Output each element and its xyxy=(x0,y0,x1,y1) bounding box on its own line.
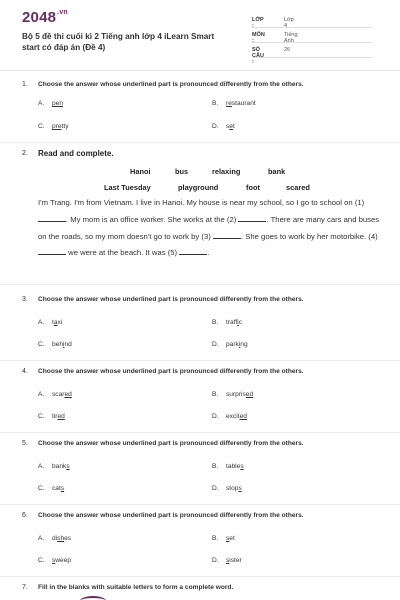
option-d[interactable]: D. excited xyxy=(212,413,247,420)
question-text: Choose the answer whose underlined part is pronounced differently from the others. xyxy=(38,296,304,303)
question-number: 5. xyxy=(22,440,28,447)
question-divider xyxy=(0,360,400,361)
question-text: Choose the answer whose underlined part is pronounced differently from the others. xyxy=(38,368,304,375)
question-divider xyxy=(0,576,400,577)
meta-divider xyxy=(252,42,372,43)
meta-divider xyxy=(252,57,372,58)
question-number: 3. xyxy=(22,296,28,303)
option-c[interactable]: C. tired xyxy=(38,413,65,420)
question-text: Choose the answer whose underlined part is pronounced differently from the others. xyxy=(38,440,304,447)
option-d[interactable]: D. parking xyxy=(212,341,248,348)
word-bank-item: Hanoi xyxy=(130,167,151,176)
blank-2[interactable] xyxy=(238,214,266,222)
question-divider xyxy=(0,432,400,433)
word-bank-item: relaxing xyxy=(212,167,241,176)
option-d[interactable]: D. set xyxy=(212,123,235,130)
reading-passage: I'm Trang. I'm from Vietnam. I live in Hanoi. My house is near my school, so I go to school on (1) . My mom is an office worker. She works at the (2) . There are many cars and buses on the roads, so my mom doesn't go to work by (3) . She goes to work by her motorbike. (4) we were at the beach. It was (5) . xyxy=(38,198,380,258)
option-d[interactable]: D. sister xyxy=(212,557,242,564)
word-bank-item: Last Tuesday xyxy=(104,183,151,192)
option-c[interactable]: C. pretty xyxy=(38,123,69,130)
question-divider xyxy=(0,142,400,143)
question-divider xyxy=(0,284,400,285)
option-b[interactable]: B. tables xyxy=(212,463,244,470)
question-text: Choose the answer whose underlined part is pronounced differently from the others. xyxy=(38,512,304,519)
page-header: $2048^{.vn}$ Bộ 5 đề thi cuối kì 2 Tiếng anh lớp 4 iLearn Smart start có đáp án (Đề 4) LỚP : Lớp 4 MÔN : Tiếng Anh SỐ CÂU : 26 xyxy=(0,0,400,68)
question-text: Choose the answer whose underlined part is pronounced differently from the others. xyxy=(38,81,304,88)
question-text: Fill in the blanks with suitable letters to form a complete word. xyxy=(38,584,234,591)
blank-1[interactable] xyxy=(38,214,66,222)
option-c[interactable]: C. cats xyxy=(38,485,65,492)
option-a[interactable]: A. banks xyxy=(38,463,70,470)
blank-5[interactable] xyxy=(179,247,207,255)
blank-4[interactable] xyxy=(38,247,66,255)
header-divider xyxy=(0,70,400,71)
option-b[interactable]: B. restaurant xyxy=(212,100,256,107)
question-divider xyxy=(0,504,400,505)
option-a[interactable]: A. taxi xyxy=(38,319,63,326)
site-logo[interactable]: $2048^{.vn}$ xyxy=(22,9,68,26)
meta-divider xyxy=(252,27,372,28)
option-d[interactable]: D. stops xyxy=(212,485,242,492)
image-edge-decoration xyxy=(80,596,106,600)
option-a[interactable]: A. dishes xyxy=(38,535,72,542)
question-title: Read and complete. xyxy=(38,149,114,158)
option-b[interactable]: B. set xyxy=(212,535,235,542)
word-bank-item: bus xyxy=(175,167,189,176)
question-number: 4. xyxy=(22,368,28,375)
question-number: 1. xyxy=(22,81,28,88)
blank-3[interactable] xyxy=(213,231,241,239)
option-b[interactable]: B. surprised xyxy=(212,391,254,398)
question-number: 2. xyxy=(22,150,28,157)
option-b[interactable]: B. traffic xyxy=(212,319,243,326)
option-a[interactable]: A. scared xyxy=(38,391,72,398)
document-title: Bộ 5 đề thi cuối kì 2 Tiếng anh lớp 4 iLearn Smart start có đáp án (Đề 4) xyxy=(22,32,215,52)
word-bank-item: playground xyxy=(178,183,219,192)
option-c[interactable]: C. sweep xyxy=(38,557,72,564)
word-bank-item: foot xyxy=(246,183,260,192)
word-bank-item: scared xyxy=(286,183,310,192)
question-number: 7. xyxy=(22,584,28,591)
option-a[interactable]: A. pen xyxy=(38,100,64,107)
question-number: 6. xyxy=(22,512,28,519)
option-c[interactable]: C. behind xyxy=(38,341,72,348)
word-bank-item: bank xyxy=(268,167,286,176)
